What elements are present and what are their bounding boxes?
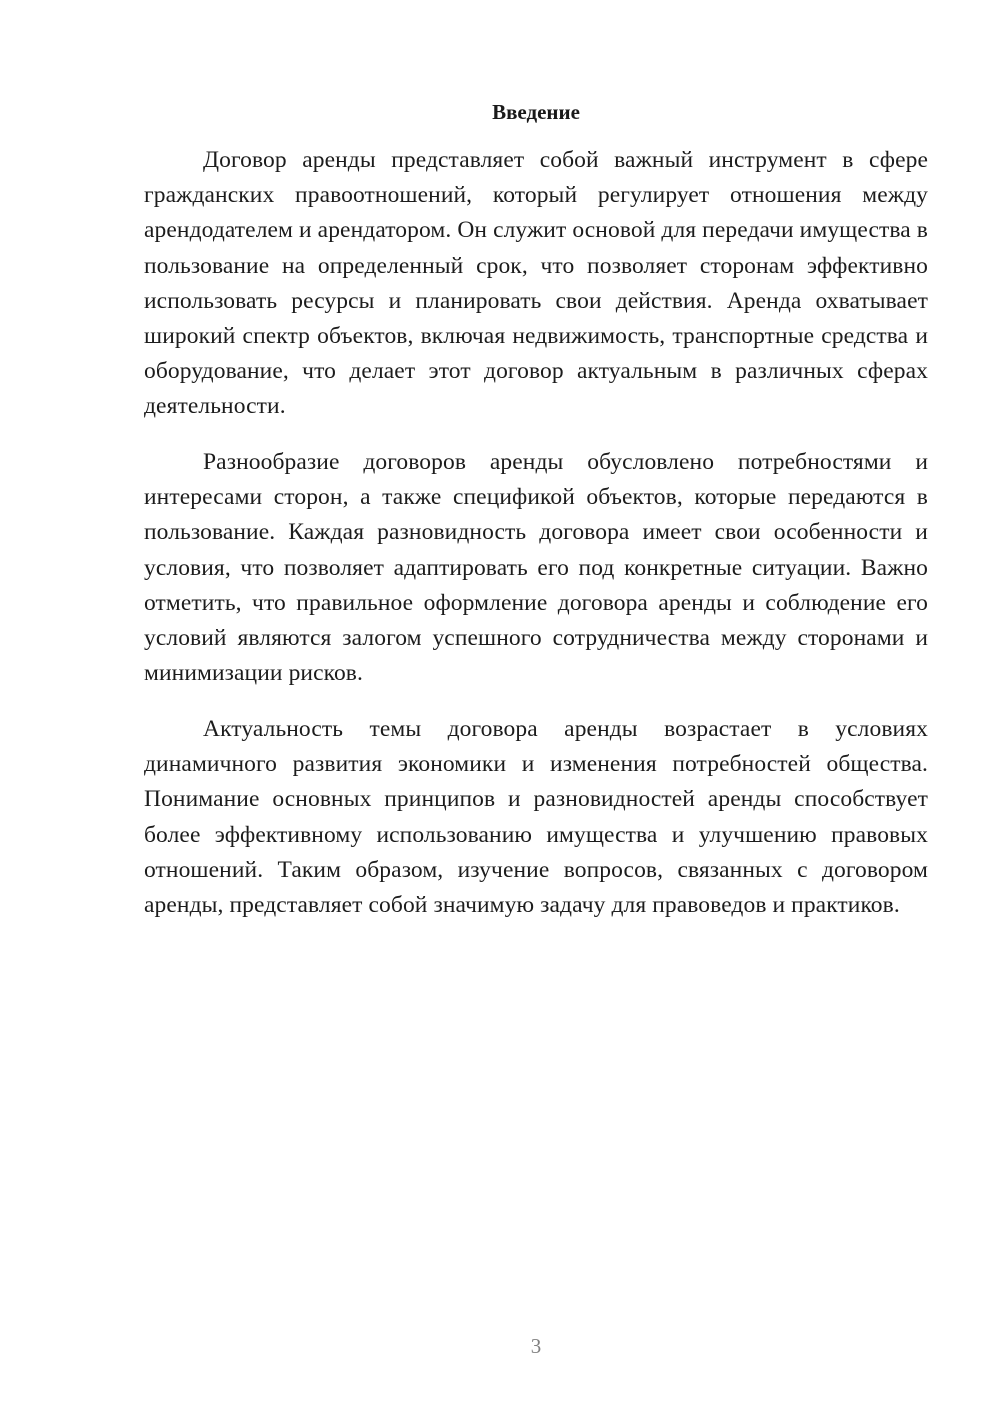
paragraph-3: Актуальность темы договора аренды возрастает в условиях динамичного развития экономики и изменения потребностей общества. Понимание основных принципов и разновидностей аренды способствует более эффективному использованию имущества и улучшению правовых отношений. Таким образом, изучение вопросов, связанных с договором аренды, представляет собой значимую задачу для правоведов и практиков. — [144, 716, 928, 919]
paragraph-2: Разнообразие договоров аренды обусловлено потребностями и интересами сторон, а также спецификой объектов, которые передаются в пользование. Каждая разновидность договора имеет свои особенности и условия, что позволяет адаптировать его под конкретные ситуации. Важно отметить, что правильное оформление договора аренды и соблюдение его условий являются залогом успешного сотрудничества между сторонами и минимизации рисков. — [144, 449, 928, 687]
page-number: 3 — [530, 1334, 542, 1358]
section-heading: Введение — [492, 100, 580, 124]
paragraph-1: Договор аренды представляет собой важный инструмент в сфере гражданских правоотношений, который регулирует отношения между арендодателем и арендатором. Он служит основой для передачи имущества в пользование на определенный срок, что позволяет сторонам эффективно использовать ресурсы и планировать свои действия. Аренда охватывает широкий спектр объектов, включая недвижимость, транспортные средства и оборудование, что делает этот договор актуальным в различных сферах деятельности. — [144, 147, 928, 420]
